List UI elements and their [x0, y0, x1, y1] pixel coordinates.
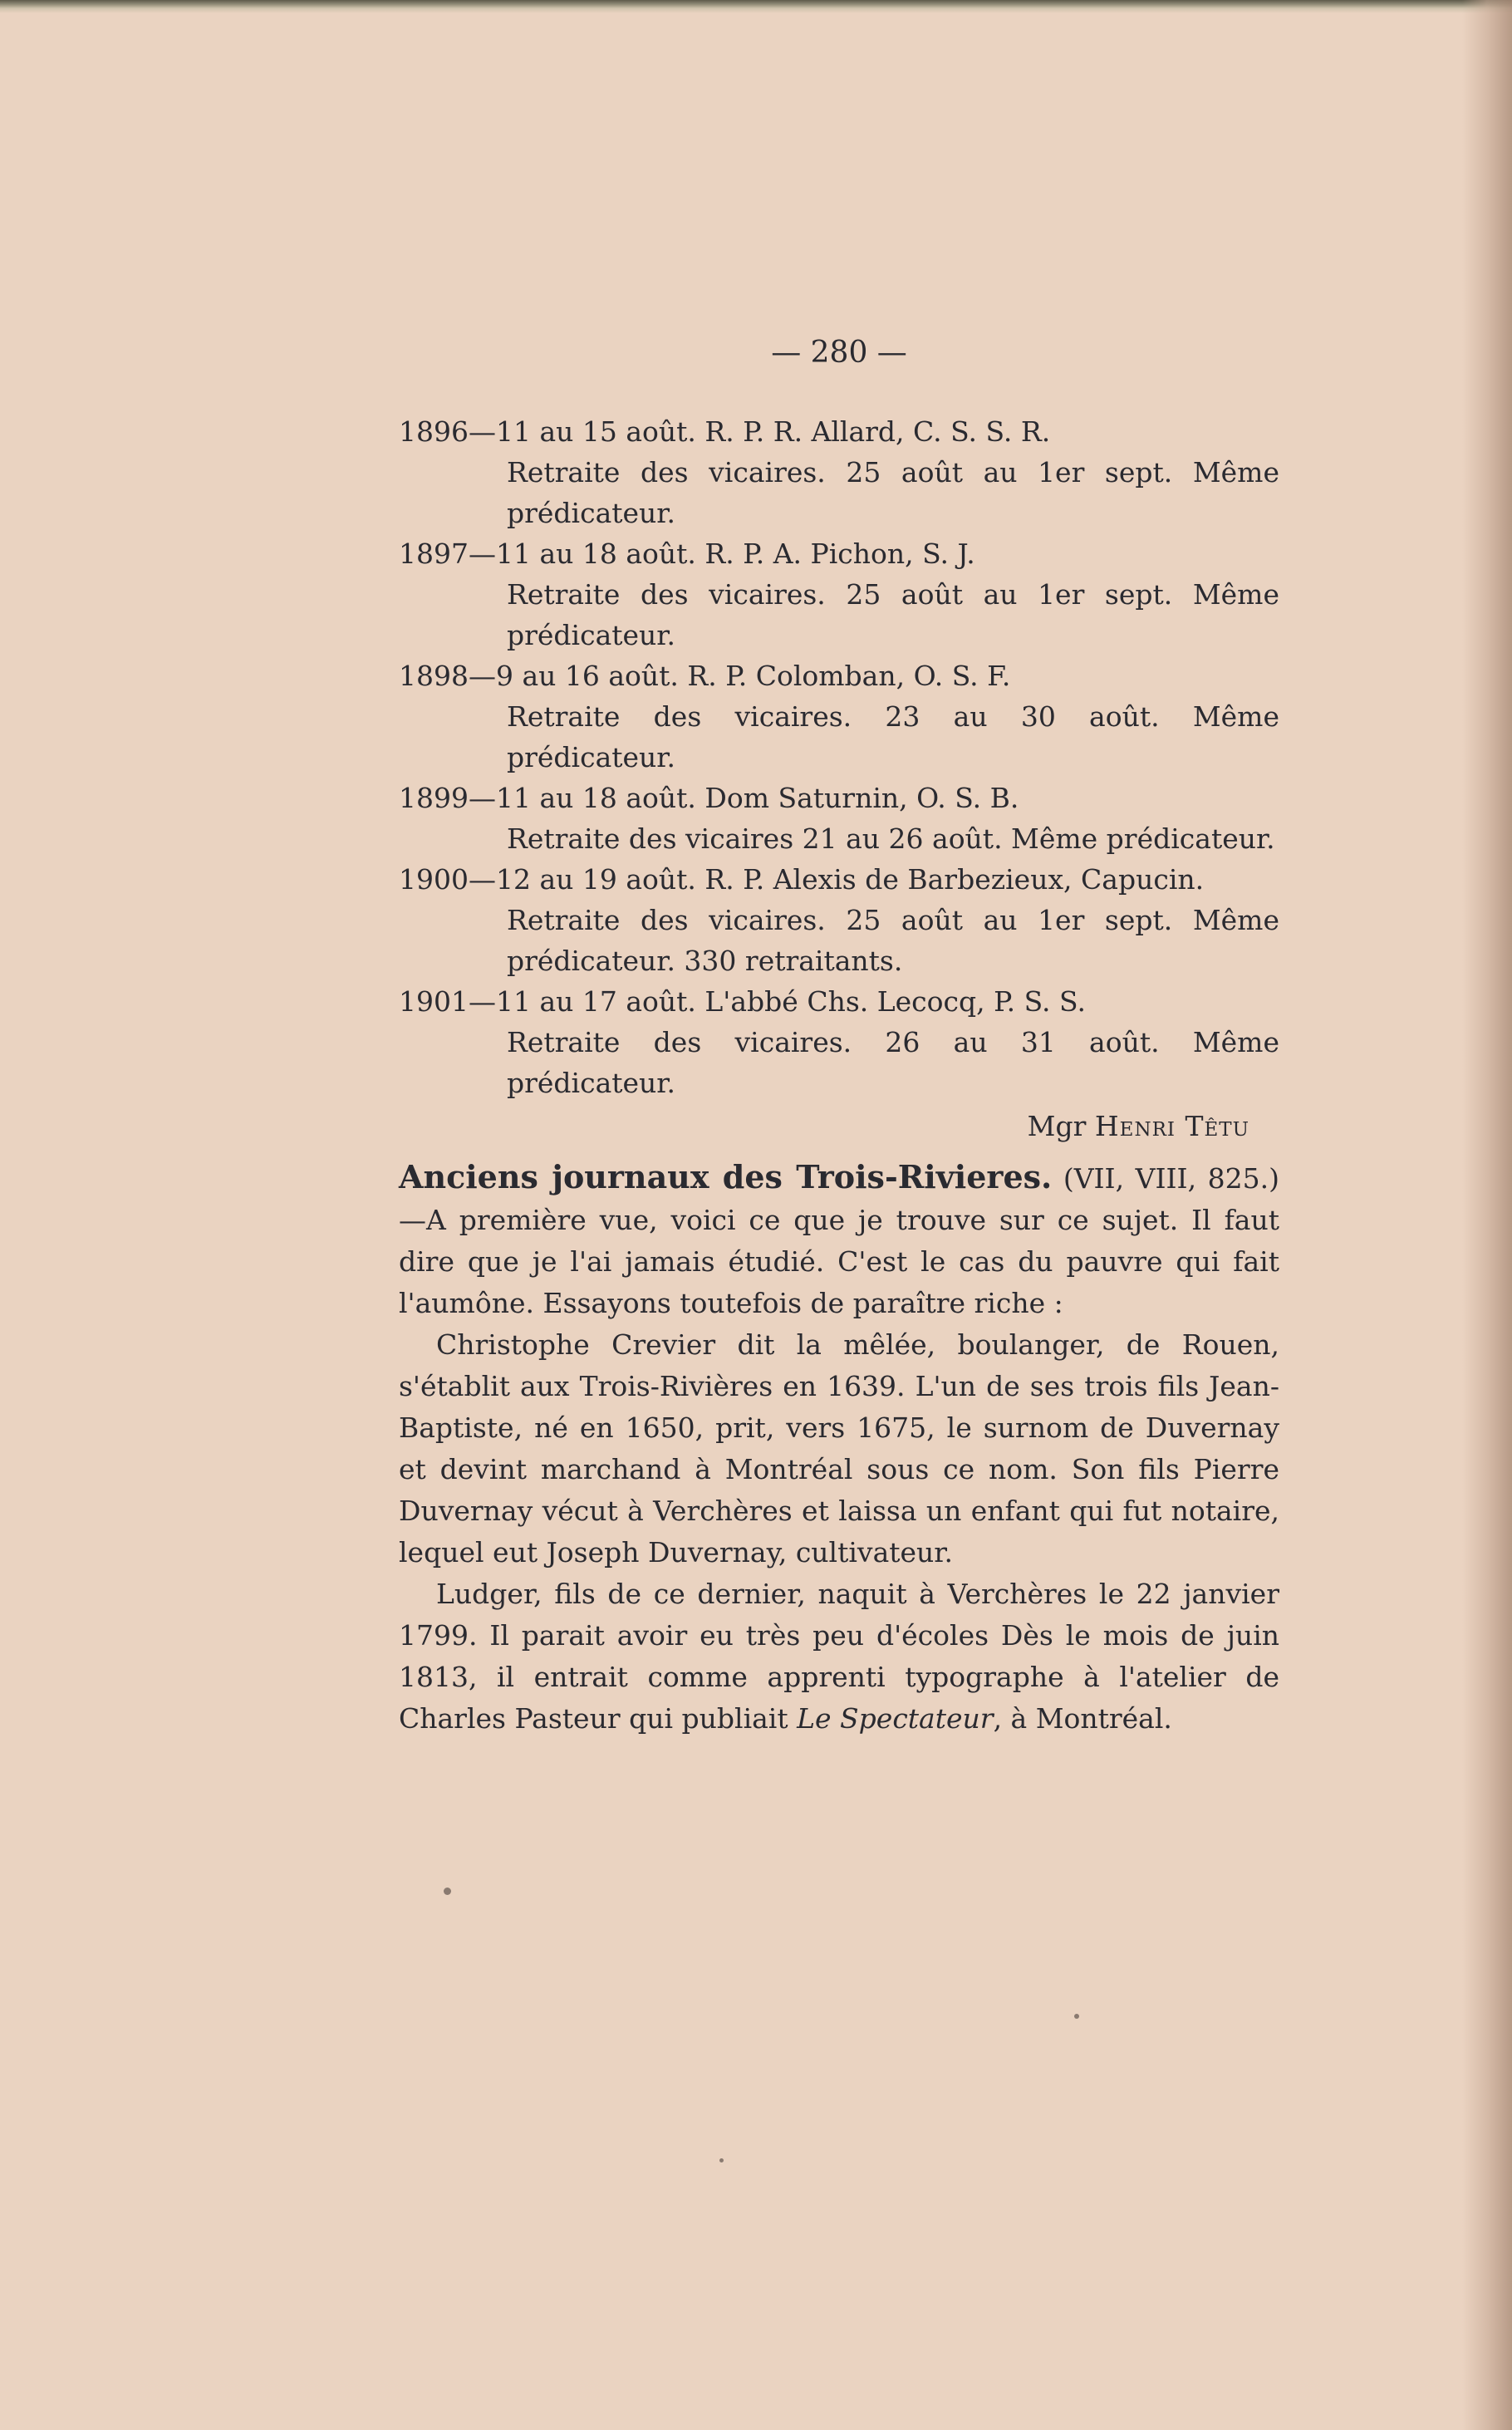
retreat-entry-detail: Retraite des vicaires. 25 août au 1er sept. Même prédicateur. — [507, 578, 1279, 651]
author-signature — [399, 1103, 1279, 1150]
retreat-entry-detail: Retraite des vicaires. 26 au 31 août. Même prédicateur. — [507, 1026, 1279, 1099]
retreat-entry — [399, 533, 1279, 655]
retreat-entry-heading: 1900—12 au 19 août. R. P. Alexis de Barbezieux, Capucin. — [399, 863, 1205, 896]
retreat-entry — [399, 411, 1279, 533]
retreat-entry — [399, 655, 1279, 778]
article-title: Anciens journaux des Trois-Rivieres. — [399, 1158, 1053, 1195]
paper-speck — [1074, 2014, 1079, 2019]
retreat-entry — [399, 778, 1279, 859]
article-paragraph-text: , à Montréal. — [993, 1702, 1172, 1735]
retreat-entry-detail: Retraite des vicaires 21 au 26 août. Même prédicateur. — [507, 822, 1275, 855]
journal-title: Le Spectateur — [797, 1702, 994, 1735]
page-number: — 280 — — [771, 336, 907, 370]
retreat-entry-heading: 1898—9 au 16 août. R. P. Colomban, O. S. F. — [399, 660, 1011, 692]
article — [399, 1156, 1279, 1740]
article-paragraph — [399, 1573, 1279, 1740]
paper-speck — [444, 1888, 451, 1895]
retreat-entry-heading: 1899—11 au 18 août. Dom Saturnin, O. S. B. — [399, 782, 1019, 814]
signature-name: Henri Têtu — [1094, 1110, 1249, 1142]
article-paragraph: Christophe Crevier dit la mêlée, boulanger, de Rouen, s'établit aux Trois-Rivières en 1639. L'un de ses trois fils Jean-Baptiste, né en 1650, prit, vers 1675, le surnom de Duvernay et devint marchand à Montréal sous ce nom. Son fils Pierre Duvernay vécut à Verchères et laissa un enfant qui fut notaire, lequel eut Joseph Duvernay, cultivateur. — [399, 1328, 1279, 1568]
article-intro: (VII, VIII, 825.)—A première vue, voici ce que je trouve sur ce sujet. Il faut dire que je l'ai jamais étudié. C'est le cas du pauvre qui fait l'aumône. Essayons toutefois de paraître riche : — [399, 1162, 1280, 1319]
signature-prefix: Mgr — [1027, 1110, 1087, 1142]
article-paragraph-text: Ludger, fils de ce dernier, naquit à Verchères le 22 janvier 1799. Il parait avoir eu très peu d'écoles Dès le mois de juin 1813, il entrait comme apprenti typographe à l'atelier de Charles Pasteur qui publiait — [399, 1578, 1279, 1735]
retreat-entry-heading: 1897—11 au 18 août. R. P. A. Pichon, S. J. — [399, 538, 975, 570]
retreat-entry-detail: Retraite des vicaires. 23 au 30 août. Même prédicateur. — [507, 700, 1279, 773]
article-first-paragraph — [399, 1156, 1279, 1324]
retreat-entry-heading: 1901—11 au 17 août. L'abbé Chs. Lecocq, P. S. S. — [399, 985, 1086, 1018]
retreat-entry — [399, 859, 1279, 981]
retreat-list — [399, 411, 1279, 1103]
retreat-entry-detail: Retraite des vicaires. 25 août au 1er sept. Même prédicateur. — [507, 456, 1279, 529]
retreat-entry — [399, 981, 1279, 1103]
retreat-entry-detail: Retraite des vicaires. 25 août au 1er sept. Même prédicateur. 330 retraitants. — [507, 904, 1279, 977]
page-right-edge — [1462, 0, 1512, 2430]
book-page — [399, 328, 1279, 1740]
page-top-edge — [0, 0, 1512, 13]
retreat-entry-heading: 1896—11 au 15 août. R. P. R. Allard, C. S. S. R. — [399, 415, 1051, 448]
paper-speck — [719, 2158, 724, 2162]
